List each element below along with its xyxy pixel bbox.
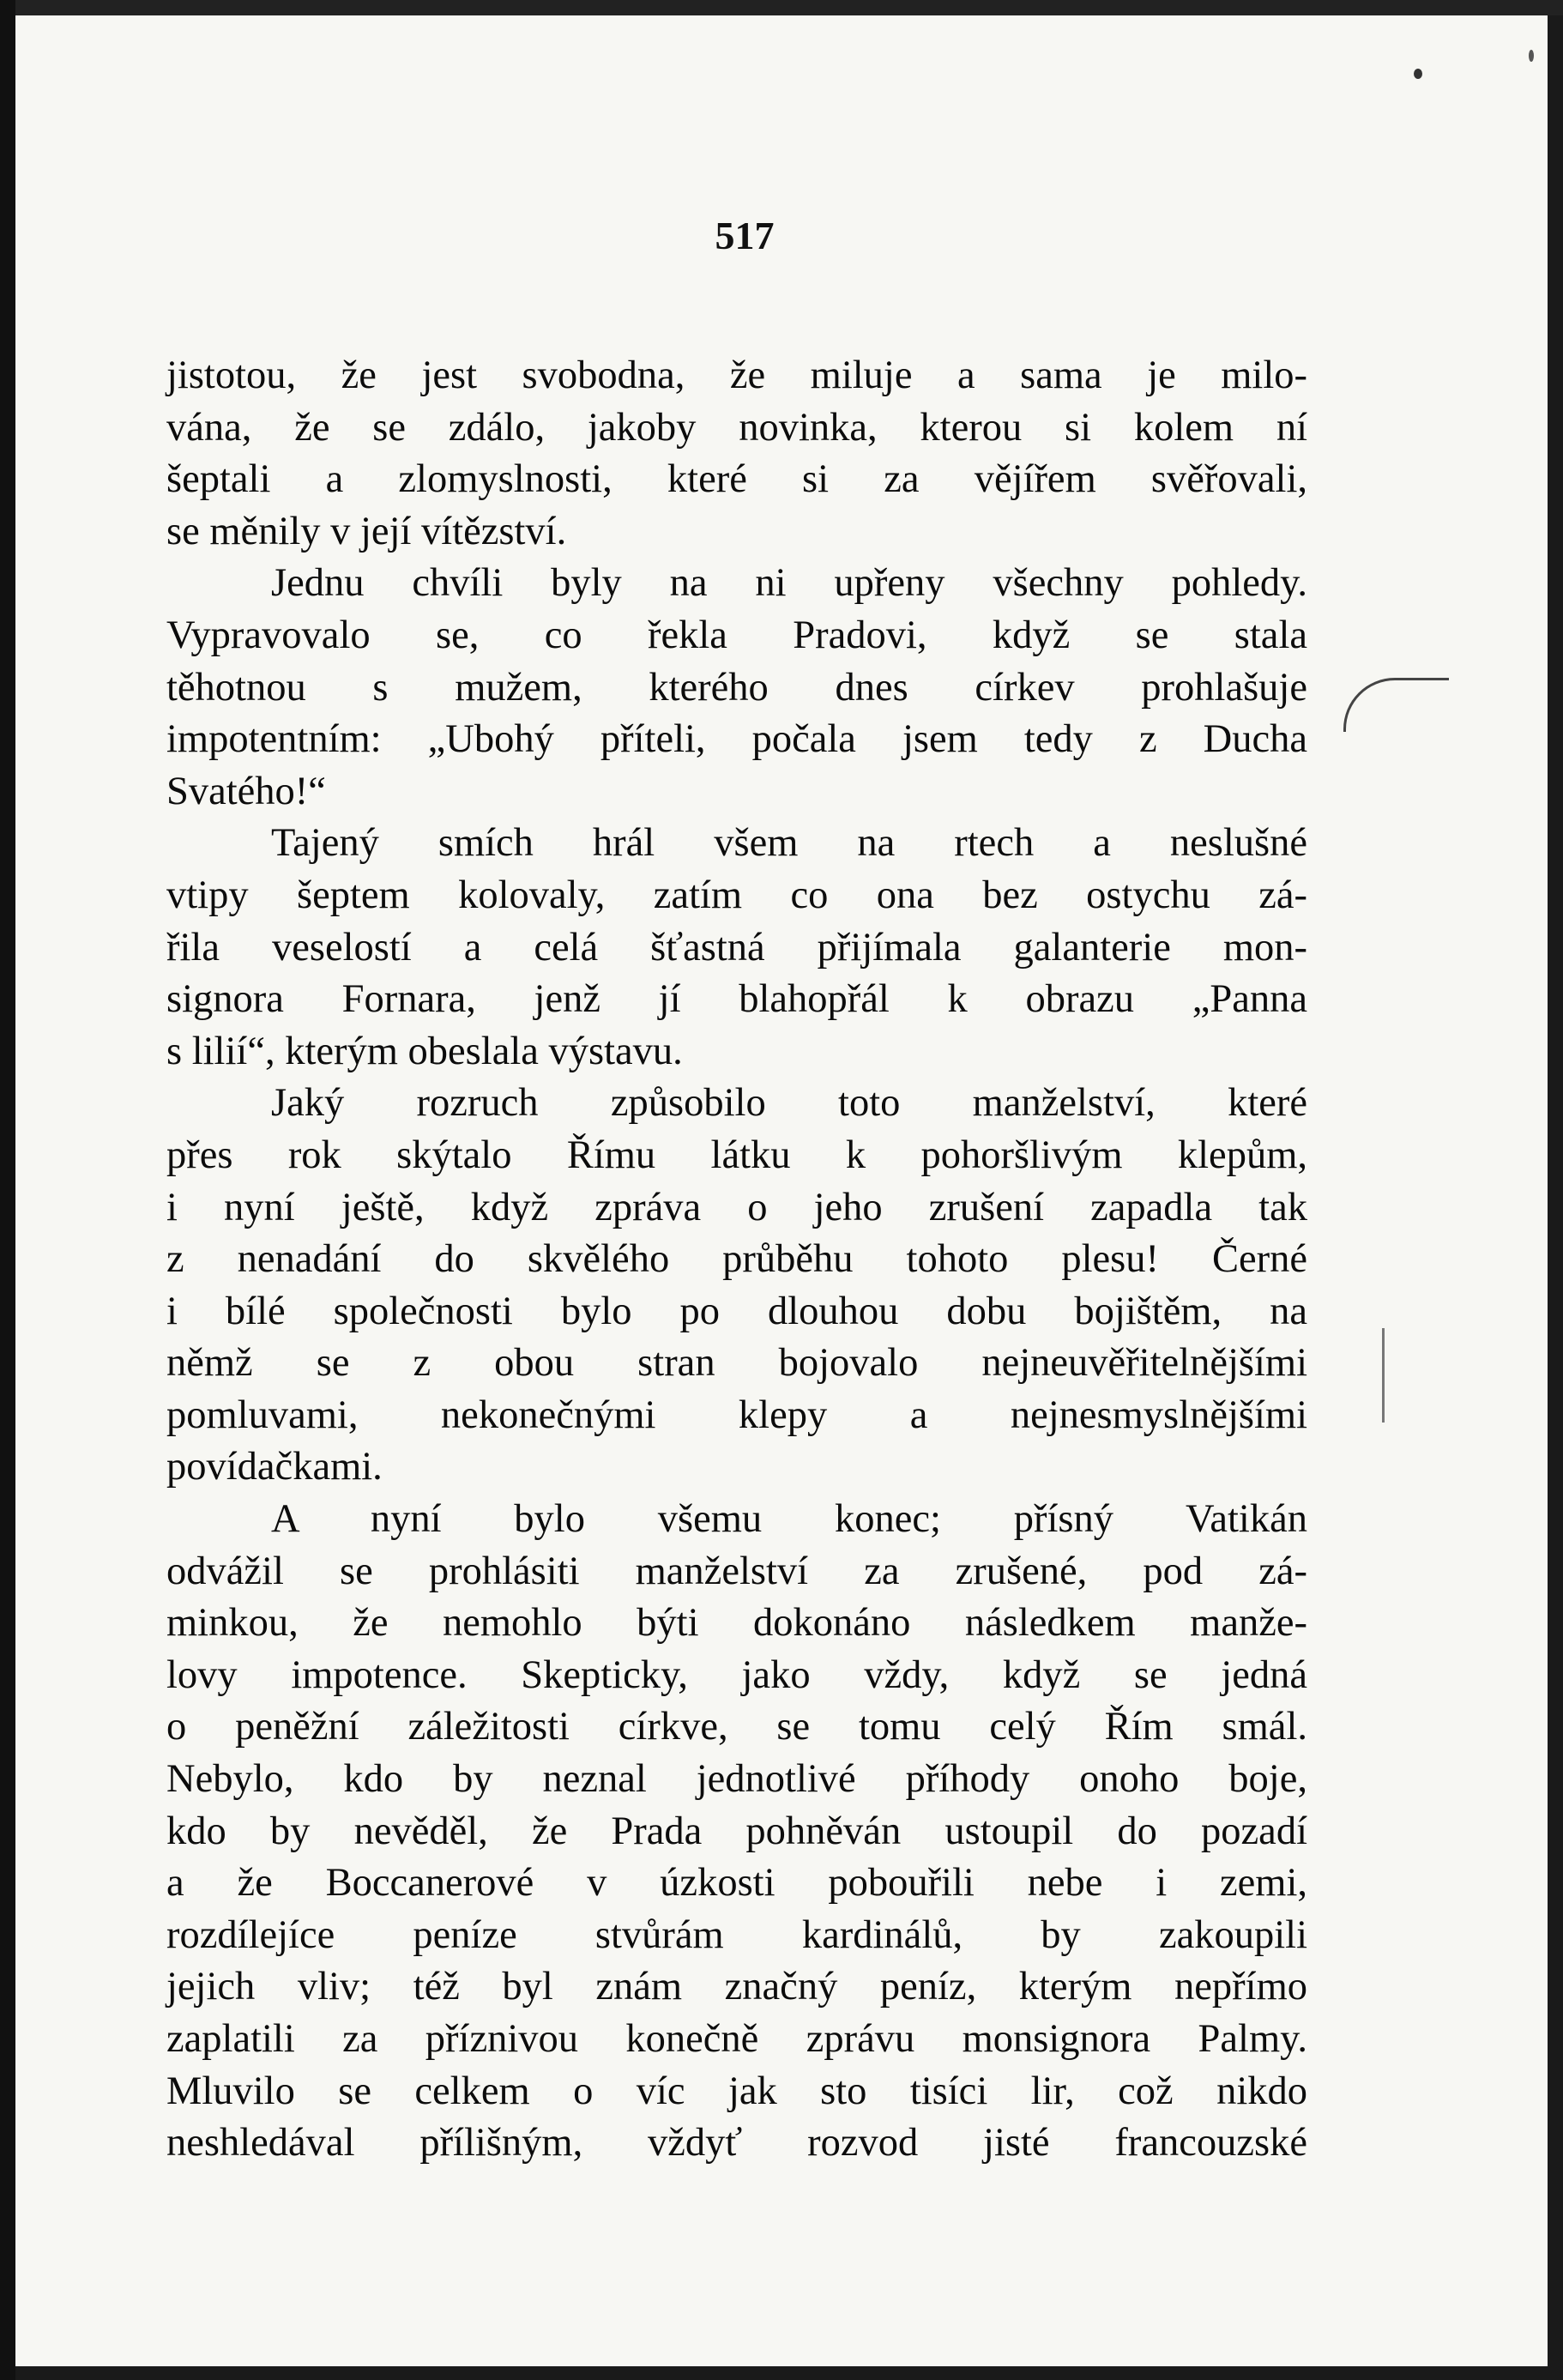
text-line: kdo by nevěděl, že Prada pohněván ustoupil do pozadí <box>166 1809 1307 1853</box>
text-line: lovy impotence. Skepticky, jako vždy, když se jedná <box>166 1652 1307 1697</box>
scan-top-edge <box>0 0 1563 15</box>
text-line: Nebylo, kdo by neznal jednotlivé příhody onoho boje, <box>166 1757 1307 1802</box>
text-line: šeptali a zlomyslnosti, které si za vějířem svěřovali, <box>166 457 1307 502</box>
text-line: z nenadání do skvělého průběhu tohoto plesu! Černé <box>166 1237 1307 1282</box>
text-line: minkou, že nemohlo býti dokonáno následkem manže- <box>166 1601 1307 1646</box>
text-line: o peněžní záležitosti církve, se tomu celý Řím smál. <box>166 1705 1307 1749</box>
text-line: i nyní ještě, když zpráva o jeho zrušení zapadla tak <box>166 1185 1307 1229</box>
text-line: němž se z obou stran bojovalo nejneuvěřitelnějšími <box>166 1341 1307 1386</box>
text-line: rozdílejíce peníze stvůrám kardinálů, by zakoupili <box>166 1912 1307 1957</box>
page-number: 517 <box>715 214 775 257</box>
text-line: povídačkami. <box>166 1445 383 1489</box>
text-line: Svatého!“ <box>166 769 326 813</box>
text-line: odvážil se prohlásiti manželství za zrušené, pod zá- <box>166 1549 1307 1593</box>
text-line: řila veselostí a celá šťastná přijímala galanterie mon- <box>166 925 1307 970</box>
text-line: s lilií“, kterým obeslala výstavu. <box>166 1029 683 1073</box>
text-line: a že Boccanerové v úzkosti pobouřili nebe i zemi, <box>166 1861 1307 1906</box>
text-line: signora Fornara, jenž jí blahopřál k obrazu „Panna <box>166 977 1307 1022</box>
text-line: pomluvami, nekonečnými klepy a nejnesmyslnějšími <box>166 1392 1307 1437</box>
margin-bracket-mark <box>1343 678 1449 732</box>
text-line: Tajený smích hrál všem na rtech a neslušné <box>271 821 1307 866</box>
margin-dot <box>1414 69 1422 79</box>
text-line: impotentním: „Ubohý příteli, počala jsem tedy z Ducha <box>166 717 1307 762</box>
text-line: jejich vliv; též byl znám značný peníz, kterým nepřímo <box>166 1965 1307 2009</box>
text-line: Mluvilo se celkem o víc jak sto tisíci lir, což nikdo <box>166 2069 1307 2113</box>
text-line: vtipy šeptem kolovaly, zatím co ona bez ostychu zá- <box>166 873 1307 917</box>
text-line: se měnily v její vítězství. <box>166 509 567 553</box>
text-line: Jaký rozruch způsobilo toto manželství, které <box>271 1081 1307 1126</box>
text-line: přes rok skýtalo Římu látku k pohoršlivým klepům, <box>166 1133 1307 1177</box>
margin-dot <box>1529 50 1534 62</box>
text-line: jistotou, že jest svobodna, že miluje a sama je milo- <box>166 353 1307 397</box>
text-line: zaplatili za příznivou konečně zprávu monsignora Palmy. <box>166 2017 1307 2061</box>
text-line: A nyní bylo všemu konec; přísný Vatikán <box>271 1497 1307 1542</box>
text-line: Jednu chvíli byly na ni upřeny všechny pohledy. <box>271 561 1307 606</box>
text-line: těhotnou s mužem, kterého dnes církev prohlašuje <box>166 665 1307 710</box>
book-page <box>15 15 1548 2366</box>
text-line: neshledával přílišným, vždyť rozvod jisté francouzské <box>166 2121 1307 2166</box>
margin-line-mark <box>1382 1328 1385 1423</box>
body-text <box>166 350 1307 2170</box>
scan-left-edge <box>0 0 15 2380</box>
text-line: i bílé společnosti bylo po dlouhou dobu bojištěm, na <box>166 1289 1307 1333</box>
text-line: vána, že se zdálo, jakoby novinka, kterou si kolem ní <box>166 405 1307 450</box>
text-line: Vypravovalo se, co řekla Pradovi, když se stala <box>166 613 1307 657</box>
